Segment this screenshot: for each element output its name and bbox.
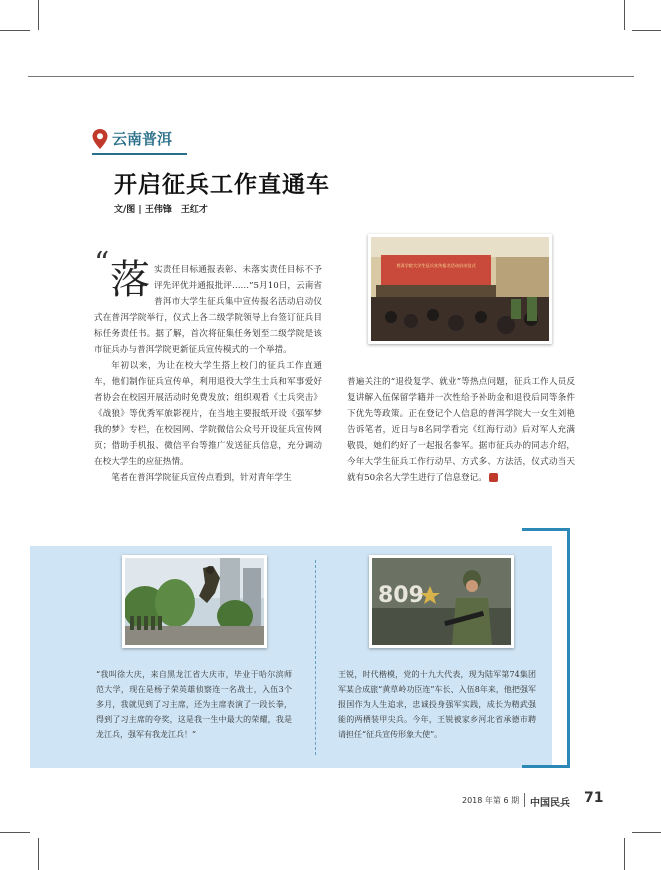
magazine-name: 中国民兵: [530, 798, 570, 809]
crop-mark: [0, 30, 30, 31]
crop-mark: [632, 832, 661, 833]
drop-char: 落: [110, 257, 150, 303]
training-photo: [122, 555, 267, 648]
article-paragraph: [347, 374, 575, 486]
crop-mark: [624, 0, 625, 30]
footer-separator: [524, 793, 525, 807]
soldier-photo-image: [372, 558, 511, 645]
article-paragraph: [94, 246, 322, 358]
crop-mark: [0, 832, 30, 833]
article-title: 开启征兵工作直通车: [114, 172, 330, 198]
article-column-right: [347, 374, 575, 504]
page-number: 71: [584, 790, 604, 806]
paragraph-text: 实责任目标通报表彰、未落实责任目标不予评先评优并通报批评……”5月10日，云南省普洱市大学生征兵集中宣传报名活动启动仪式在普洱学院举行，仪式上各二级学院领导上台签订征兵目标任务责任书。据了解，首次将征集任务划至二级学院是该市征兵办与普洱学院更新征兵宣传模式的一个举措。: [94, 265, 322, 355]
header-rule: [28, 76, 634, 77]
end-mark-icon: [489, 473, 498, 482]
crop-mark: [624, 838, 625, 870]
article-column-left: [94, 246, 322, 512]
drop-cap: [94, 246, 152, 304]
tank-number: 809: [378, 583, 424, 608]
paragraph-text: 普遍关注的“退役复学、就业”等热点问题，征兵工作人员反复讲解入伍保留学籍并一次性给予补助金和退役后同等条件下优先等政策。正在登记个人信息的普洱学院大一女生刘艳告诉笔者，近日与8名同学看完《红海行动》后对军人充满敬畏，她们约好了一起报名参军。据市征兵办的同志介绍，今年大学生征兵工作行动早、方式多、方法活，仪式动当天就有50余名大学生进行了信息登记。: [347, 377, 575, 483]
crop-mark: [632, 30, 661, 31]
drop-quote: “: [94, 246, 110, 281]
crop-mark: [38, 0, 39, 30]
article-paragraph: 年初以来，为让在校大学生搭上校门的征兵工作直通车，他们制作征兵宣传单，利用退役大学生士兵和军事爱好者协会在校园开展活动时免费发放；组织观看《士兵突击》《战狼》等优秀军旅影视片，在当地主要报纸开设《强军梦我的梦》专栏，在校园网、学院微信公众号开设征兵宣传网页；借助手机报、微信平台等推广发送征兵信息，充分调动在校大学生的应征热情。: [94, 361, 322, 467]
caption-right: 王锐，时代楷模，党的十九大代表，现为陆军第74集团军某合成旅“黄草岭功臣连”车长、入伍8年来，他把强军报国作为人生追求，忠诚投身强军实践，成长为精武强能的两栖装甲尖兵。今年，王锐被家乡河北省承德市聘请担任“征兵宣传形象大使”。: [338, 670, 536, 739]
event-photo-image: [371, 237, 549, 341]
article-paragraph: 笔者在普洱学院征兵宣传点看到，针对青年学生: [111, 473, 292, 483]
issue-label: 2018 年第 6 期: [462, 796, 520, 805]
crop-mark: [38, 838, 39, 870]
location-pin-icon: [92, 129, 108, 149]
panel-divider: [315, 560, 316, 755]
banner-text: 普洱学院大学生征兵宣传报名活动启动仪式: [396, 263, 476, 268]
section-tag: [92, 128, 172, 149]
section-rule: [92, 153, 187, 155]
caption-left: “我叫徐大庆，来自黑龙江省大庆市，毕业于哈尔滨师范大学，现在是杨子荣英雄侦察连一名战士，入伍3个多月，我就见到了习主席，还为主席表演了一段长拳，得到了习主席的夸奖，这是我一生中最大的荣耀，我是龙江兵，强军有我龙江兵！”: [96, 670, 292, 739]
byline: 文/图 | 王伟锋 王红才: [114, 205, 208, 215]
event-photo: [368, 234, 552, 344]
section-label: 云南普洱: [112, 130, 173, 148]
training-photo-image: [125, 558, 264, 645]
soldier-photo: [369, 555, 514, 648]
